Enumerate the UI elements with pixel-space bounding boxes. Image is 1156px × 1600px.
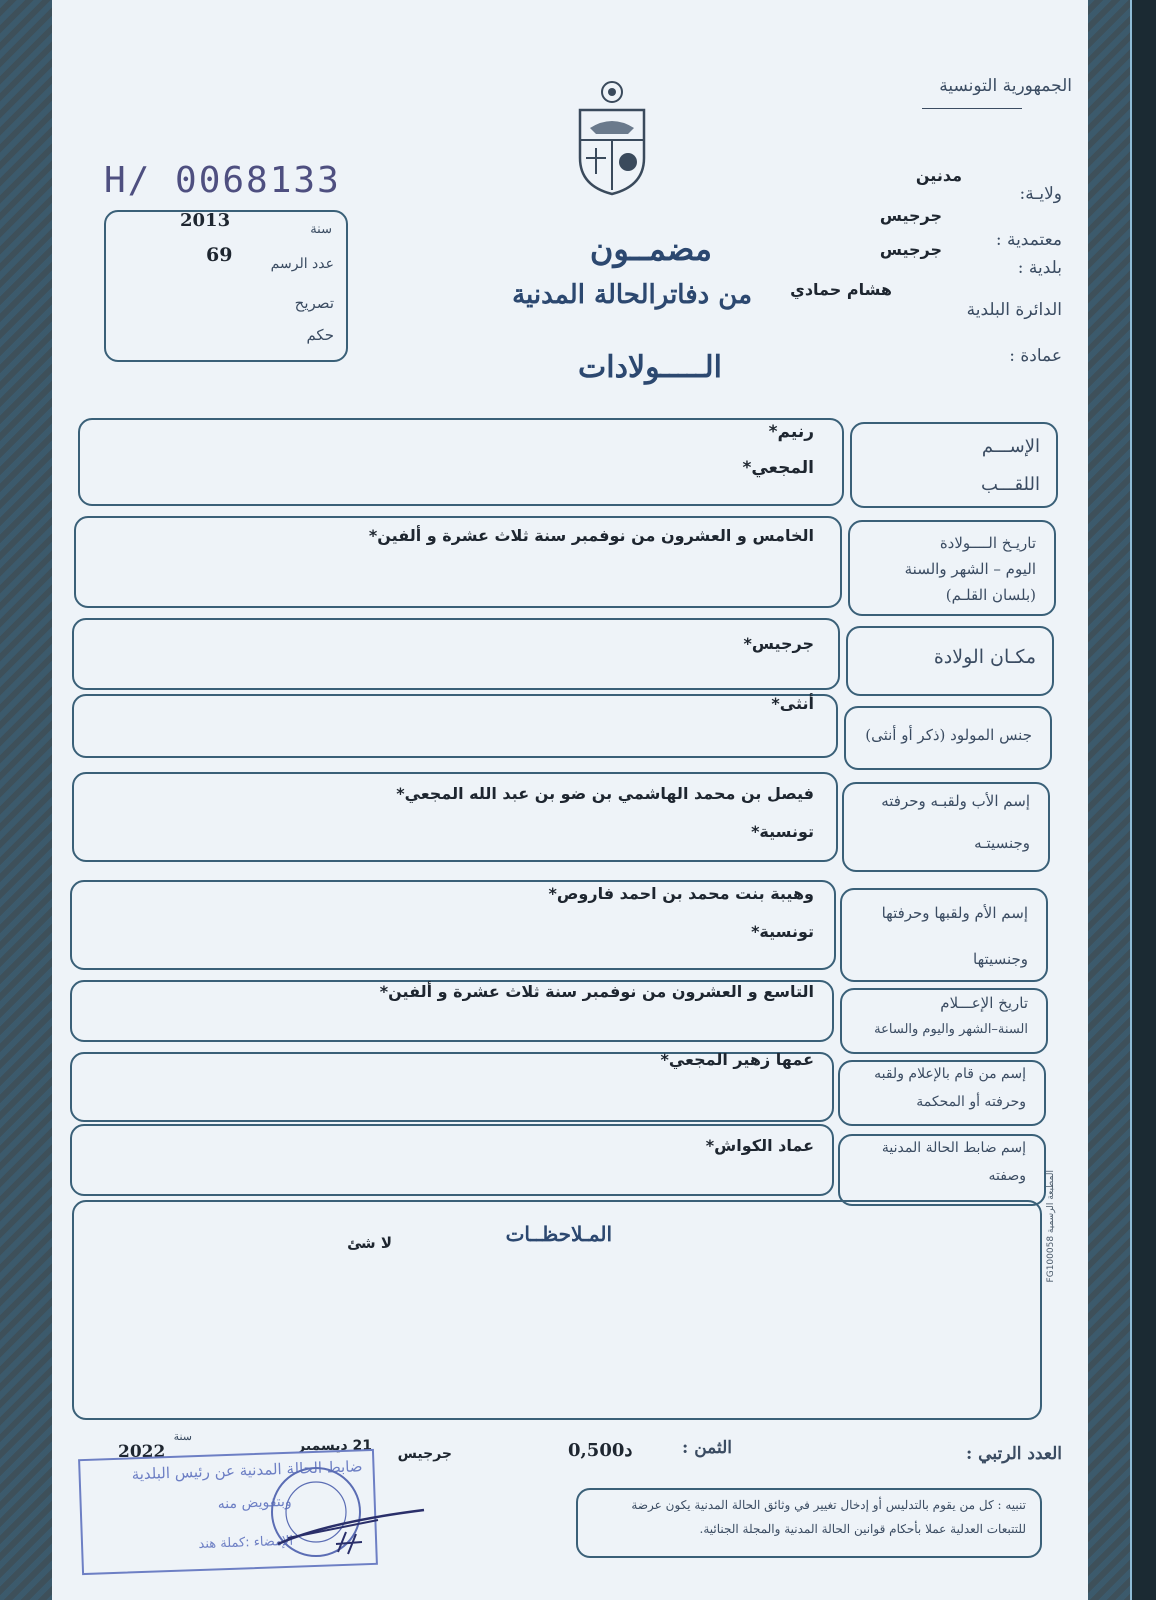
notes-label: المـلاحظــات xyxy=(505,1222,612,1246)
fees-number-label: عدد الرسم xyxy=(270,256,334,272)
wilaya-label: ولايـة: xyxy=(1019,184,1062,204)
mother-nationality-value: تونسية* xyxy=(751,922,814,941)
mother-label-2: وجنسيتها xyxy=(973,950,1028,968)
declaration-date-label-2: السنة–الشهر واليوم والساعة xyxy=(874,1022,1028,1037)
officer-value: عماد الكواش* xyxy=(705,1136,814,1155)
title-sub: من دفاترالحالة المدنية xyxy=(512,280,752,310)
name-label-box xyxy=(850,422,1058,508)
stamp-line-1: ضابط الحالة المدنية عن رئيس البلدية xyxy=(131,1457,363,1484)
issue-year-value: 2022 xyxy=(118,1442,166,1462)
father-label-2: وجنسيتـه xyxy=(974,834,1030,852)
last-name-label: اللقـــب xyxy=(980,474,1040,495)
omda-label: عمادة : xyxy=(1009,346,1062,366)
price-label: الثمن : xyxy=(682,1438,732,1458)
wilaya-value: مدنين xyxy=(915,166,962,185)
sex-label: جنس المولود (ذكر أو أنثى) xyxy=(865,726,1032,744)
father-nationality-value: تونسية* xyxy=(751,822,814,841)
mother-label-1: إسم الأم ولقبها وحرفتها xyxy=(881,904,1028,922)
municipality-label: بلدية : xyxy=(1017,258,1062,278)
father-name-value: فيصل بن محمد الهاشمي بن ضو بن عبد الله المجعي* xyxy=(396,784,814,803)
issue-date: 21 ديسمبر xyxy=(297,1438,372,1454)
father-label-1: إسم الأب ولقبـه وحرفته xyxy=(881,792,1030,810)
officer-label-2: وصفته xyxy=(988,1168,1026,1184)
declarant-label-1: إسم من قام بالإعلام ولقبه xyxy=(874,1066,1026,1082)
title-main: مضمــون xyxy=(589,230,712,268)
last-name-value: المجعي* xyxy=(742,458,814,478)
declarant-label-2: وحرفته أو المحكمة xyxy=(916,1094,1026,1110)
officer-value-box xyxy=(70,1124,834,1196)
stamp-line-2: وبتفويض منه xyxy=(217,1493,292,1513)
issue-place: جرجيس xyxy=(397,1446,452,1462)
declaration-date-value: التاسع و العشرون من نوفمبر سنة ثلاث عشرة و ألفين* xyxy=(379,982,814,1001)
delegation-value: جرجيس xyxy=(879,206,942,225)
declarant-value: عمها زهير المجعي* xyxy=(660,1050,814,1069)
mother-name-value: وهيبة بنت محمد بن احمد فاروص* xyxy=(548,884,814,903)
birth-place-value: جرجيس* xyxy=(743,634,814,653)
printer-mark: المطبعة الرسمية FG100058 xyxy=(1046,1170,1056,1283)
birth-date-label-2: اليوم – الشهر والسنة xyxy=(904,560,1036,578)
fees-year-label: سنة xyxy=(310,222,332,237)
birth-date-label-1: تاريـخ الــــولادة xyxy=(939,534,1036,552)
birth-place-label: مكـان الولادة xyxy=(933,646,1036,668)
notes-value: لا شئ xyxy=(347,1234,392,1252)
serial-number: H/ 0068133 xyxy=(104,160,341,201)
fees-declaration-label: تصريح xyxy=(294,294,334,312)
issue-year-label: سنة xyxy=(173,1430,192,1443)
serial-number-label: العدد الرتبي : xyxy=(965,1444,1062,1464)
sex-value: أنثى* xyxy=(771,694,814,713)
officer-label-1: إسم ضابط الحالة المدنية xyxy=(881,1140,1026,1156)
warning-line-2: للتتبعات العدلية عملا بأحكام قوانين الحالة المدنية والمجلة الجنائية. xyxy=(699,1522,1026,1536)
declaration-date-label-1: تاريخ الإعـــلام xyxy=(940,994,1028,1012)
document-body xyxy=(52,0,1088,1600)
district-value: هشام حمادي xyxy=(790,280,892,299)
republic-heading: الجمهورية التونسية xyxy=(939,76,1072,96)
section-title: الـــــولادات xyxy=(578,350,722,385)
fees-ruling-label: حكم xyxy=(306,326,334,344)
first-name-value: رنيم* xyxy=(768,422,814,442)
fees-number-value: 69 xyxy=(206,244,233,266)
stamp-line-3: الإمضاء :كملة هند xyxy=(198,1533,294,1553)
birth-date-value: الخامس و العشرون من نوفمبر سنة ثلاث عشرة و ألفين* xyxy=(368,526,814,545)
municipality-value: جرجيس xyxy=(879,240,942,259)
price-value: 0,500د xyxy=(568,1440,633,1461)
birth-place-value-box xyxy=(72,618,840,690)
birth-date-label-3: (بلسان القلـم) xyxy=(945,586,1036,604)
delegation-label: معتمدية : xyxy=(995,230,1062,250)
republic-underline xyxy=(922,108,1022,109)
fees-year-value: 2013 xyxy=(180,210,231,231)
round-seal-and-signature-icon xyxy=(258,1462,428,1562)
warning-line-1: تنبيه : كل من يقوم بالتدليس أو إدخال تغيير في وثائق الحالة المدنية يكون عرضة xyxy=(631,1498,1026,1512)
district-label: الدائرة البلدية xyxy=(966,300,1062,320)
first-name-label: الإســـم xyxy=(981,436,1040,457)
tunisia-coat-of-arms-icon xyxy=(572,78,652,198)
